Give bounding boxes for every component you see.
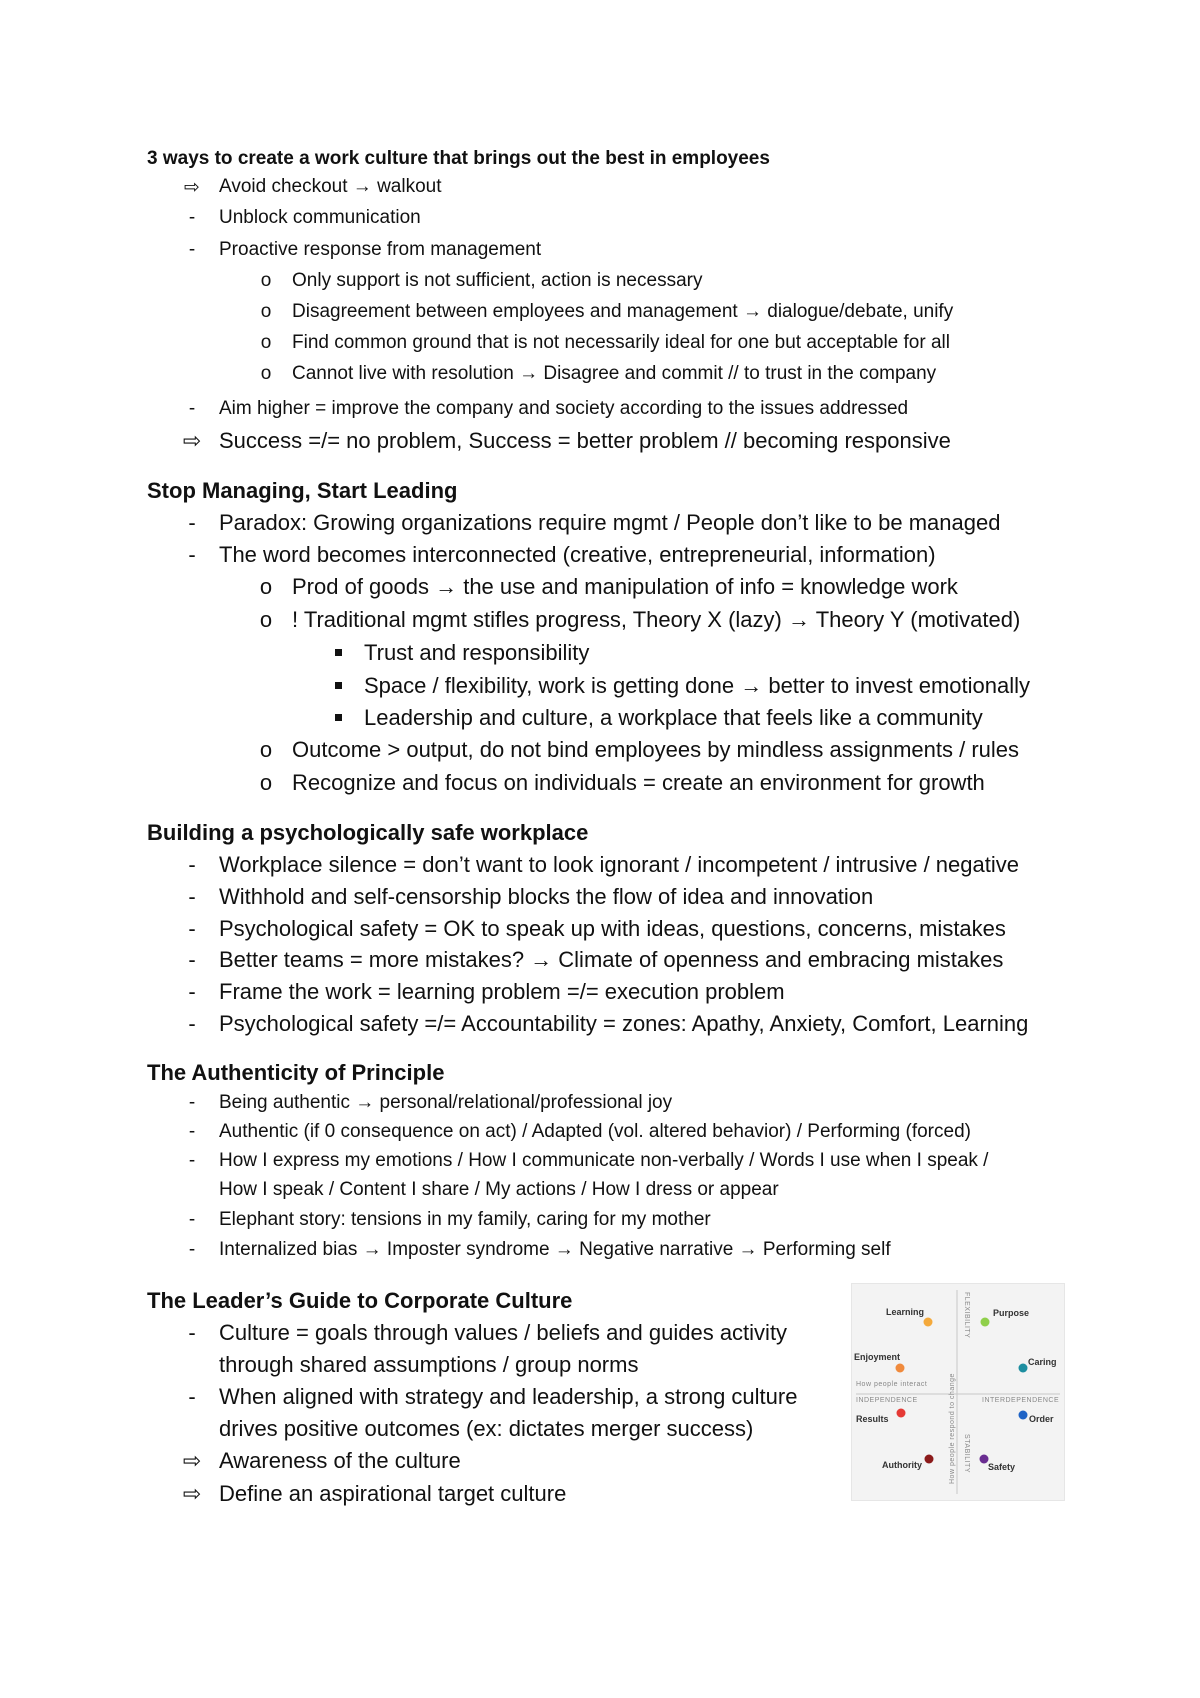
circle-bullet: o bbox=[260, 363, 272, 384]
list-item: Unblock communication bbox=[219, 207, 421, 228]
list-item: Trust and responsibility bbox=[364, 640, 590, 665]
list-item: The word becomes interconnected (creative, entrepreneurial, information) bbox=[219, 542, 936, 567]
axis-label-bottom: STABILITY bbox=[963, 1434, 970, 1473]
dash-bullet: - bbox=[188, 979, 196, 1004]
point-label-order: Order bbox=[1029, 1414, 1054, 1424]
list-item: Prod of goods → the use and manipulation of info = knowledge work bbox=[292, 574, 958, 599]
circle-bullet: o bbox=[259, 574, 273, 599]
arrow-bullet: ⇨ bbox=[184, 177, 200, 198]
section-heading: Stop Managing, Start Leading bbox=[147, 478, 458, 503]
dash-bullet: - bbox=[188, 1209, 196, 1230]
list-item: Recognize and focus on individuals = create an environment for growth bbox=[292, 770, 985, 795]
list-item: Workplace silence = don’t want to look ignorant / incompetent / intrusive / negative bbox=[219, 852, 1019, 877]
point-label-authority: Authority bbox=[882, 1460, 922, 1470]
section-heading: 3 ways to create a work culture that brings out the best in employees bbox=[147, 148, 770, 169]
dash-bullet: - bbox=[188, 947, 196, 972]
y-axis-caption: How people respond to change bbox=[949, 1373, 956, 1484]
point-label-caring: Caring bbox=[1028, 1357, 1057, 1367]
dash-bullet: - bbox=[188, 884, 196, 909]
circle-bullet: o bbox=[259, 737, 273, 762]
list-item: Only support is not sufficient, action is necessary bbox=[292, 270, 703, 291]
x-axis-caption: How people interact bbox=[856, 1381, 928, 1388]
arrow-bullet: ⇨ bbox=[182, 1481, 202, 1506]
point-order bbox=[1019, 1411, 1028, 1420]
list-item: Being authentic → personal/relational/professional joy bbox=[219, 1092, 673, 1113]
list-item: Find common ground that is not necessarily ideal for one but acceptable for all bbox=[292, 332, 950, 353]
section-heading: The Authenticity of Principle bbox=[147, 1060, 445, 1085]
list-item: Outcome > output, do not bind employees by mindless assignments / rules bbox=[292, 737, 1019, 762]
list-item: Better teams = more mistakes? → Climate of openness and embracing mistakes bbox=[219, 947, 1004, 972]
point-label-enjoyment: Enjoyment bbox=[854, 1352, 901, 1362]
culture-styles-chart bbox=[852, 1284, 1064, 1500]
list-item: Leadership and culture, a workplace that feels like a community bbox=[364, 705, 983, 730]
dash-bullet: - bbox=[188, 542, 196, 567]
axis-label-right: INTERDEPENDENCE bbox=[982, 1397, 1060, 1404]
point-label-safety: Safety bbox=[988, 1462, 1016, 1472]
list-item: Psychological safety =/= Accountability = zones: Apathy, Anxiety, Comfort, Learning bbox=[219, 1011, 1029, 1036]
dash-bullet: - bbox=[188, 1384, 196, 1409]
list-item: Cannot live with resolution → Disagree and commit // to trust in the company bbox=[292, 363, 937, 384]
axis-label-left: INDEPENDENCE bbox=[856, 1397, 918, 1404]
list-item: Space / flexibility, work is getting done → better to invest emotionally bbox=[364, 673, 1031, 698]
point-enjoyment bbox=[896, 1364, 905, 1373]
dash-bullet: - bbox=[188, 852, 196, 877]
list-item: When aligned with strategy and leadership, a strong culture bbox=[219, 1384, 798, 1409]
arrow-bullet: ⇨ bbox=[182, 428, 202, 453]
square-bullet bbox=[326, 705, 350, 731]
dash-bullet: - bbox=[188, 207, 196, 228]
point-learning bbox=[924, 1318, 933, 1327]
dash-bullet: - bbox=[188, 1011, 196, 1036]
circle-bullet: o bbox=[260, 301, 272, 322]
list-item-continuation: drives positive outcomes (ex: dictates merger success) bbox=[219, 1416, 754, 1441]
list-item: Proactive response from management bbox=[219, 239, 542, 260]
dash-bullet: - bbox=[188, 916, 196, 941]
list-item: Success =/= no problem, Success = better problem // becoming responsive bbox=[219, 428, 951, 453]
point-caring bbox=[1019, 1364, 1028, 1373]
list-item: Culture = goals through values / beliefs and guides activity bbox=[219, 1320, 788, 1345]
list-item: Paradox: Growing organizations require mgmt / People don’t like to be managed bbox=[219, 510, 1001, 535]
list-item-continuation: through shared assumptions / group norms bbox=[219, 1352, 639, 1377]
dash-bullet: - bbox=[188, 1239, 196, 1260]
list-item: Elephant story: tensions in my family, caring for my mother bbox=[219, 1209, 711, 1230]
culture-styles-figure bbox=[851, 1283, 1065, 1501]
square-bullet bbox=[326, 640, 350, 666]
point-purpose bbox=[981, 1318, 990, 1327]
point-label-learning: Learning bbox=[886, 1307, 925, 1317]
dash-bullet: - bbox=[188, 239, 196, 260]
dash-bullet: - bbox=[188, 1150, 196, 1171]
circle-bullet: o bbox=[260, 332, 272, 353]
list-item: How I express my emotions / How I communicate non-verbally / Words I use when I speak / bbox=[219, 1150, 989, 1171]
section-heading: The Leader’s Guide to Corporate Culture bbox=[147, 1288, 573, 1313]
list-item: Aim higher = improve the company and society according to the issues addressed bbox=[219, 398, 909, 419]
list-item-continuation: How I speak / Content I share / My actions / How I dress or appear bbox=[219, 1179, 779, 1200]
list-item: Frame the work = learning problem =/= execution problem bbox=[219, 979, 785, 1004]
point-authority bbox=[925, 1455, 934, 1464]
axis-label-top: FLEXIBILITY bbox=[963, 1292, 970, 1339]
list-item: Authentic (if 0 consequence on act) / Adapted (vol. altered behavior) / Performing (forced) bbox=[219, 1121, 971, 1142]
dash-bullet: - bbox=[188, 398, 196, 419]
circle-bullet: o bbox=[259, 607, 273, 632]
list-item: ! Traditional mgmt stifles progress, Theory X (lazy) → Theory Y (motivated) bbox=[292, 607, 1021, 632]
list-item: Disagreement between employees and management → dialogue/debate, unify bbox=[292, 301, 954, 322]
list-item: Psychological safety = OK to speak up with ideas, questions, concerns, mistakes bbox=[219, 916, 1006, 941]
list-item: Internalized bias → Imposter syndrome → Negative narrative → Performing self bbox=[219, 1239, 891, 1260]
point-label-results: Results bbox=[856, 1414, 889, 1424]
list-item: Awareness of the culture bbox=[219, 1448, 461, 1473]
point-results bbox=[897, 1409, 906, 1418]
section-heading: Building a psychologically safe workplace bbox=[147, 820, 589, 845]
dash-bullet: - bbox=[188, 510, 196, 535]
dash-bullet: - bbox=[188, 1092, 196, 1113]
arrow-bullet: ⇨ bbox=[182, 1448, 202, 1473]
dash-bullet: - bbox=[188, 1320, 196, 1345]
point-label-purpose: Purpose bbox=[993, 1308, 1030, 1318]
circle-bullet: o bbox=[259, 770, 273, 795]
dash-bullet: - bbox=[188, 1121, 196, 1142]
square-bullet bbox=[326, 673, 350, 699]
list-item: Withhold and self-censorship blocks the flow of idea and innovation bbox=[219, 884, 874, 909]
list-item: Avoid checkout → walkout bbox=[219, 176, 442, 197]
list-item: Define an aspirational target culture bbox=[219, 1481, 567, 1506]
circle-bullet: o bbox=[260, 270, 272, 291]
